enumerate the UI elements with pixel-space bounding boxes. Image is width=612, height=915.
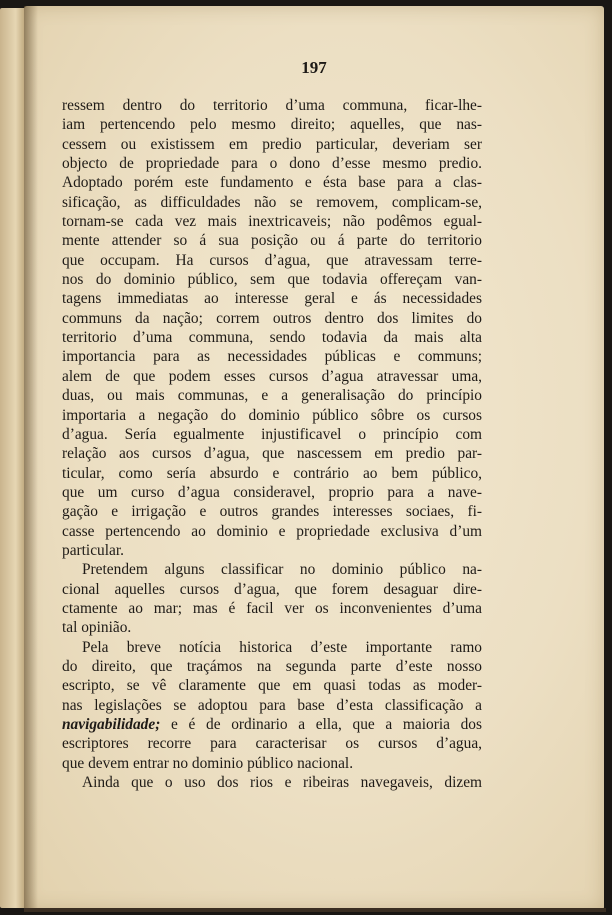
text-line: [62, 154, 482, 173]
book-page: [24, 6, 604, 910]
text-line-content: e é de ordinario a ella, que a maioria dos: [171, 716, 482, 733]
text-line-content: casse pertencendo ao dominio e propriedade exclusiva d’um: [62, 522, 482, 540]
text-line-content: importaria a negação do dominio público sôbre os cursos: [62, 406, 482, 424]
text-line-content: tornam-se cada vez mais inextricaveis; não podêmos egual-: [62, 213, 482, 231]
text-line: [62, 231, 482, 250]
text-line-content: nas legislações se adoptou para base d’esta classificação a: [62, 696, 482, 714]
text-line: [62, 483, 482, 502]
text-line-content: escriptores recorre para caracterisar os cursos d’agua,: [62, 735, 482, 753]
emphasized-term: navigabilidade;: [62, 716, 161, 733]
page-bottom-edge: [24, 908, 606, 912]
text-line-content: tal opinião.: [62, 619, 132, 637]
text-line: [62, 135, 482, 154]
text-line: [62, 367, 482, 386]
text-line-content: particular.: [62, 541, 124, 559]
text-line: [62, 502, 482, 521]
text-line-content: Pela breve notícia historica d’este importante ramo: [82, 638, 482, 656]
text-line: [62, 173, 482, 192]
text-line-content: Adoptado porém este fundamento e ésta base para a clas-: [62, 174, 482, 192]
text-line: [62, 444, 482, 463]
page-gutter-shadow: [24, 6, 38, 910]
text-line-content: communs da nação; correm outros dentro dos limites do: [62, 309, 482, 327]
text-line: [62, 773, 482, 792]
text-line-content: sificação, as difficuldades não se removem, complicam-se,: [62, 193, 482, 211]
text-line: [62, 193, 482, 212]
text-line: [62, 96, 482, 115]
text-line: [62, 560, 482, 579]
text-line: [62, 328, 482, 347]
page-body-text: [62, 96, 482, 792]
text-line-content: importancia para as necessidades públicas e communs;: [62, 348, 482, 366]
text-line: [62, 270, 482, 289]
text-line-content: Ainda que o uso dos rios e ribeiras navegaveis, dizem: [82, 774, 482, 792]
text-line: [62, 309, 482, 328]
text-line-content: escripto, se vê claramente que em quasi todas as moder-: [62, 677, 482, 695]
text-line-content: duas, ou mais communas, e a generalisação do princípio: [62, 387, 482, 405]
text-line-content: mente attender so á sua posição ou á parte do territorio: [62, 232, 482, 250]
text-line: [62, 618, 482, 637]
text-line-content: ticular, como sería absurdo e contrário ao bem público,: [62, 464, 482, 482]
text-line-content: territorio d’uma communa, sendo todavia da mais alta: [62, 329, 482, 347]
text-line: [62, 406, 482, 425]
text-line: [62, 638, 482, 657]
text-line: [62, 347, 482, 366]
text-line: [62, 541, 482, 560]
text-line-content: que occupam. Ha cursos d’agua, que atravessam terre-: [62, 251, 482, 269]
text-line: [62, 251, 482, 270]
left-page-edge: [0, 8, 26, 908]
text-line-content: ctamente ao mar; mas é facil ver os inconvenientes d’uma: [62, 599, 482, 617]
text-line-content: gação e irrigação e outros grandes interesses sociaes, fi-: [62, 503, 482, 521]
text-line: [62, 734, 482, 753]
text-line: [62, 522, 482, 541]
text-line: [62, 696, 482, 715]
text-line: [62, 425, 482, 444]
text-line: [62, 115, 482, 134]
text-line-content: nos do dominio público, sem que todavia offereçam van-: [62, 271, 482, 289]
text-line-content: do direito, que traçámos na segunda parte d’este nosso: [62, 657, 482, 675]
text-line-content: ressem dentro do territorio d’uma communa, ficar-lhe-: [62, 97, 482, 114]
text-line-content: cessem ou existissem em predio particular, deveriam ser: [62, 135, 482, 153]
text-line-content: d’agua. Sería egualmente injustificavel o princípio com: [62, 425, 482, 443]
text-line: [62, 715, 482, 734]
text-line: [62, 580, 482, 599]
text-line: [62, 754, 482, 773]
text-line: [62, 657, 482, 676]
text-line: [62, 676, 482, 695]
text-line-content: Pretendem alguns classificar no dominio público na-: [82, 561, 482, 579]
text-line-content: tagens immediatas ao interesse geral e ás necessidades: [62, 290, 482, 308]
text-line-content: iam pertencendo pelo mesmo direito; aquelles, que nas-: [62, 116, 482, 134]
text-line-content: alem de que podem esses cursos d’agua atravessar uma,: [62, 367, 482, 385]
text-line-content: que um curso d’agua consideravel, proprio para a nave-: [62, 483, 482, 501]
page-number: 197: [301, 58, 327, 77]
text-line: [62, 464, 482, 483]
text-line-content: cional aquelles cursos d’agua, que forem desaguar dire-: [62, 580, 482, 598]
text-line-content: que devem entrar no dominio público nacional.: [62, 754, 354, 772]
text-line-content: objecto de propriedade para o dono d’esse mesmo predio.: [62, 155, 482, 173]
text-line-content: relação aos cursos d’agua, que nascessem em predio par-: [62, 445, 482, 463]
text-line: [62, 212, 482, 231]
text-line: [62, 599, 482, 618]
text-line: [62, 289, 482, 308]
text-line: [62, 386, 482, 405]
